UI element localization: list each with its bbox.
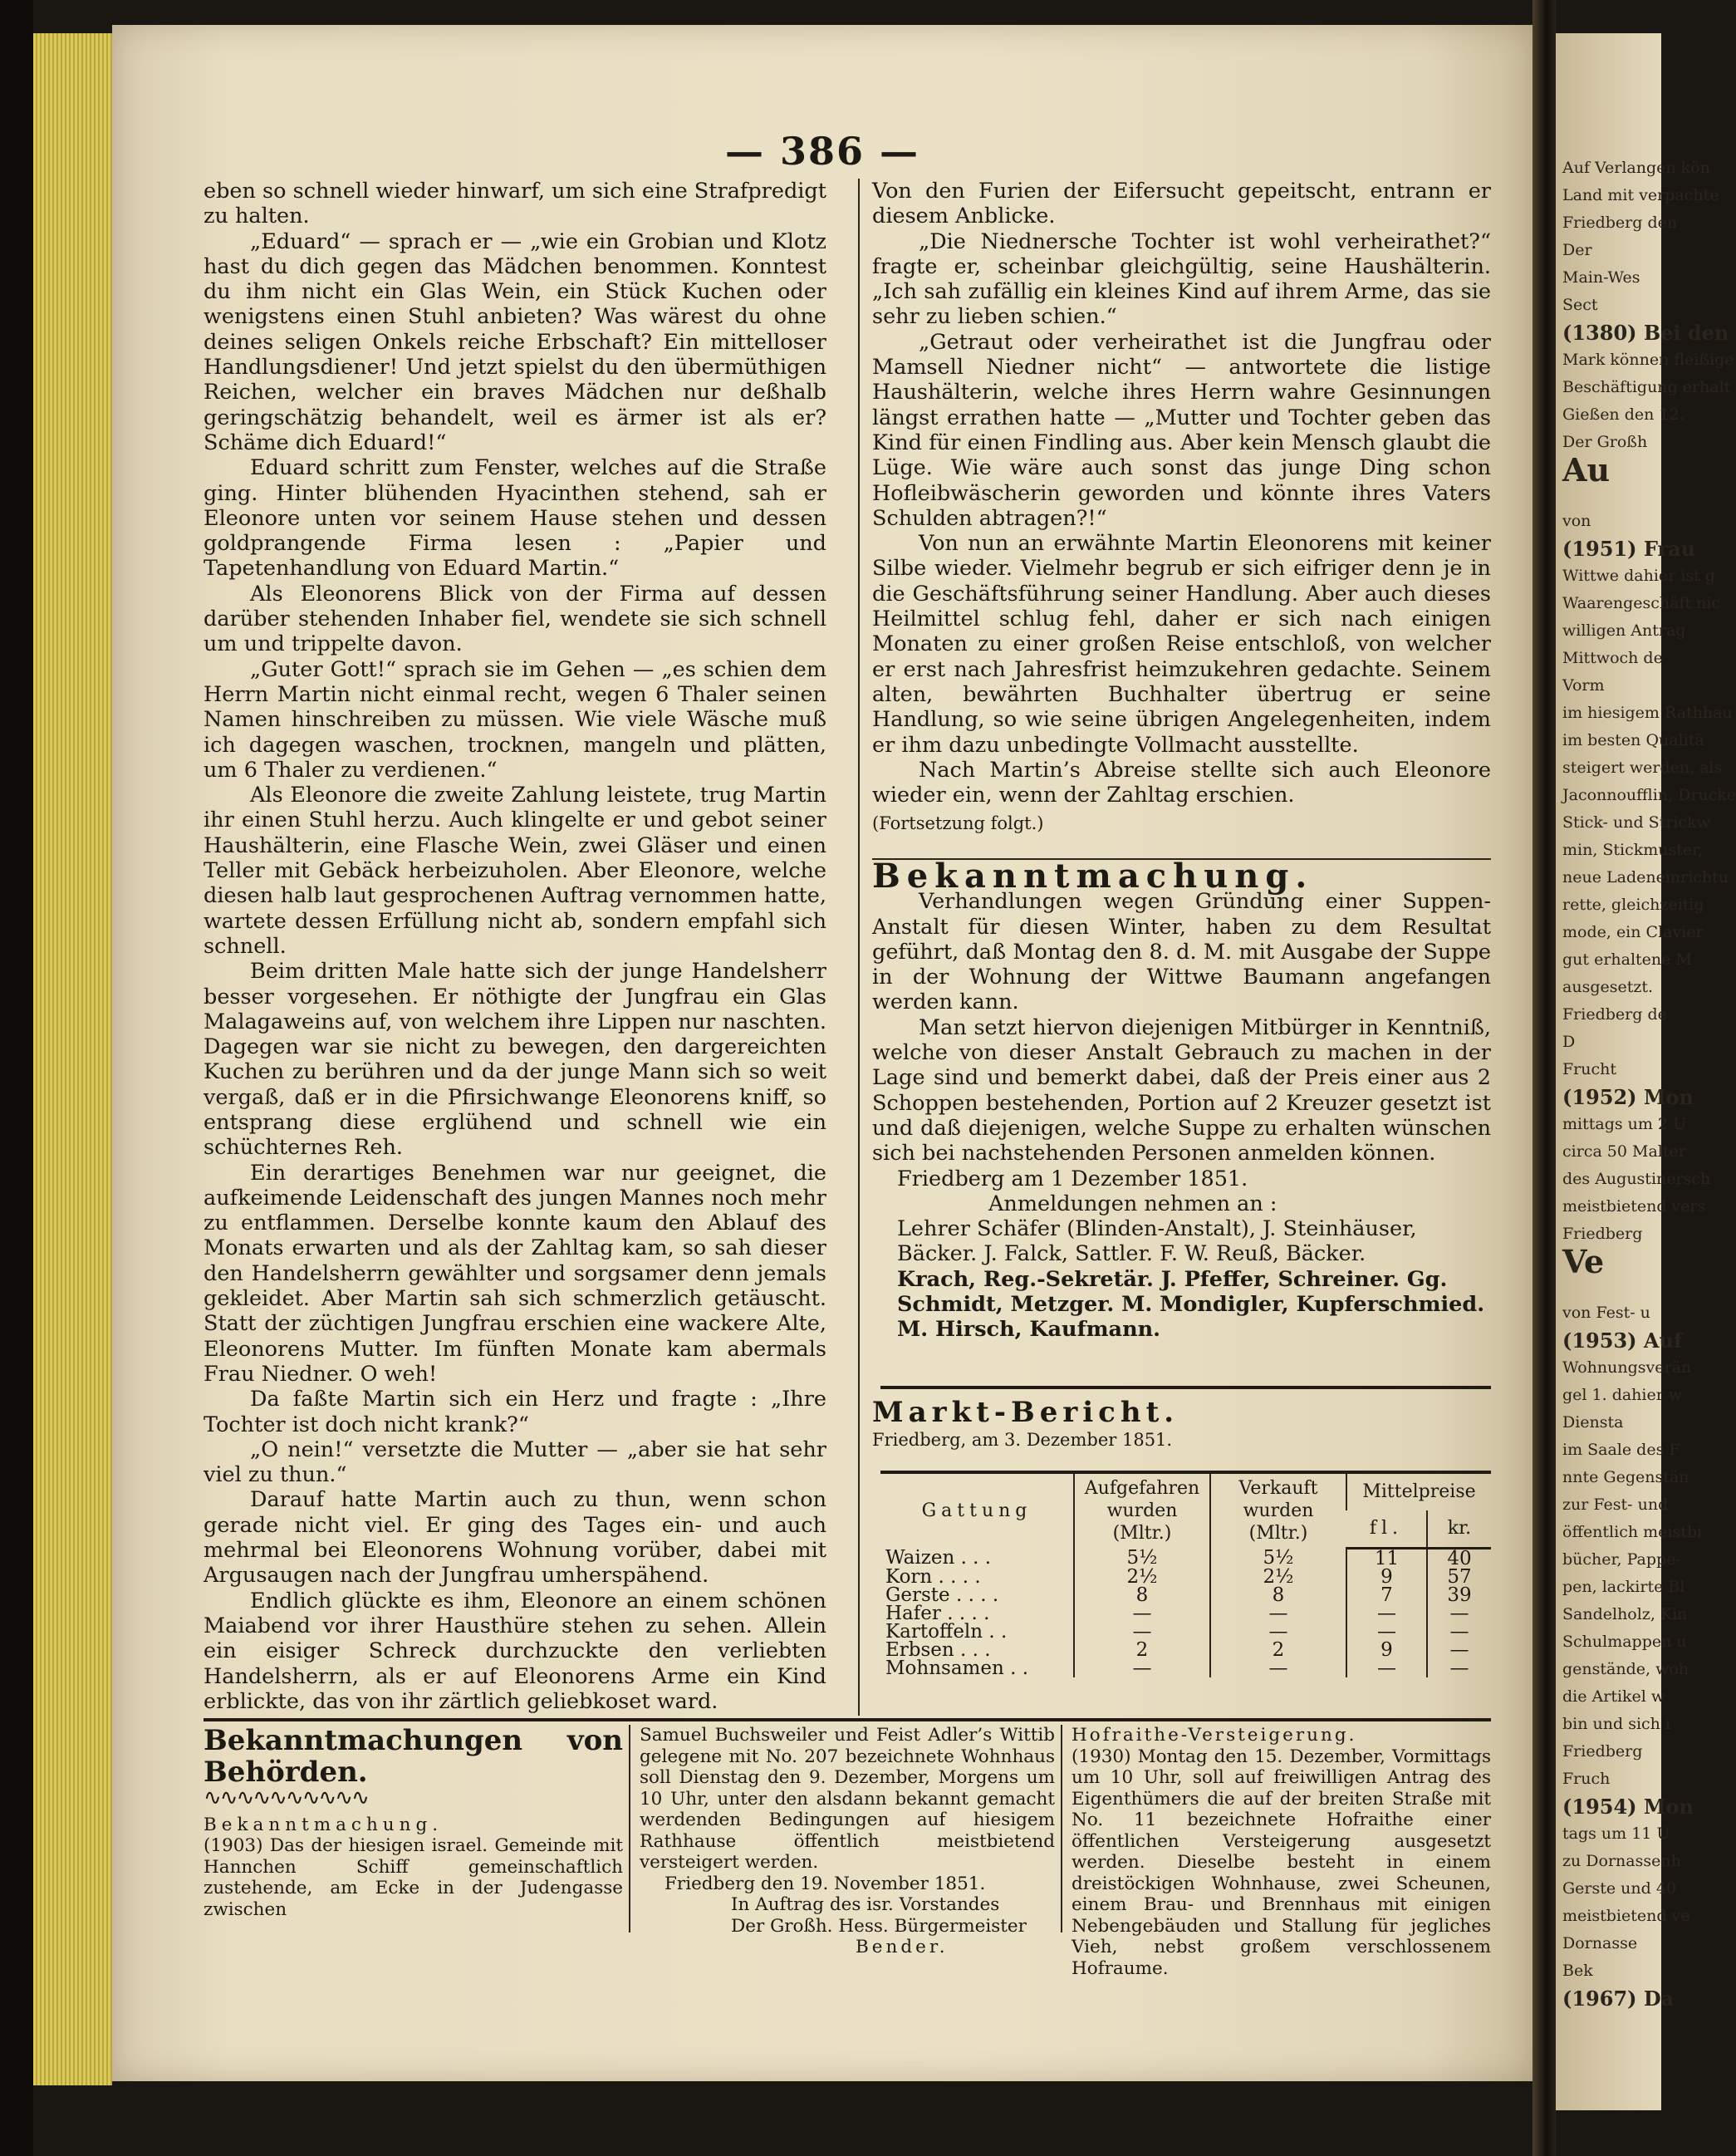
fragment-line: Der Großh — [1562, 433, 1648, 451]
notice-1903: (1903) Das der hiesigen israel. Gemeinde mit Hannchen Schiff gemeinschaftlich zustehende, am Ecke in der Judengasse zwischen — [204, 1835, 623, 1920]
fragment-line: Mark können fleißige — [1562, 351, 1734, 369]
fragment-line: Gerste und 40 — [1562, 1879, 1677, 1898]
cell-verk: — — [1210, 1659, 1346, 1677]
cell-verk: 5½ — [1210, 1548, 1346, 1568]
fragment-line: Main-Wes — [1562, 268, 1640, 287]
paragraph: Als Eleonore die zweite Zahlung leistete, trug Martin ihr einen Stuhl herzu. Auch klingelte er und gebot seiner Haushälterin, eine Flasche Wein, zwei Gläser und einen Teller mit Gebäck herbeizuholen. Aber Eleonore, welche diesen halb laut gesprochenen Auftrag vernommen hatte, wartete dessen Erfüllung nicht ab, sondern empfahl sich schnell. — [204, 783, 826, 959]
fragment-line: nnte Gegenstän — [1562, 1468, 1689, 1486]
right-story-column — [872, 179, 1491, 834]
fragment-line: (1380) Bei den — [1562, 321, 1729, 345]
bottom-middle-notice — [640, 1725, 1055, 1958]
cell-name: Gerste . . . . — [885, 1584, 999, 1606]
notice-title: Bekanntmachung. — [872, 857, 1314, 896]
header-mittelpreise: Mittelpreise — [1346, 1472, 1491, 1510]
notice-signature: In Auftrag des isr. Vorstandes — [731, 1894, 1000, 1915]
column-divider — [858, 179, 860, 1716]
paragraph: Beim dritten Male hatte sich der junge Handelsherr besser vorgesehen. Er nöthigte der Jungfrau ein Glas Malagaweins auf, von welchem ihre Lippen nur naschten. Dagegen war sie nicht zu bewegen, den dargereichten Kuchen zu berühren und da der junge Mann sich so weit vergaß, daß er in die Pfirsichwange Eleonorens kniff, so entsprang diese erglühend und schnell wie ein schüchternes Reh. — [204, 959, 826, 1161]
fragment-line: mode, ein Clavier — [1562, 923, 1704, 941]
table-row — [880, 1568, 1491, 1586]
cell-fl: 9 — [1346, 1568, 1427, 1586]
fragment-line: D — [1562, 1033, 1576, 1051]
fragment-line: zur Fest- und — [1562, 1495, 1669, 1514]
fragment-line: die Artikel w — [1562, 1687, 1665, 1706]
notice-names: Bäcker. J. Falck, Sattler. F. W. Reuß, Bäcker. — [897, 1241, 1366, 1267]
fragment-line: rette, gleichzeitig — [1562, 896, 1704, 914]
section-rule — [880, 1386, 1491, 1389]
cell-auf: 2 — [1074, 1641, 1210, 1659]
fragment-line: Friedberg — [1562, 1225, 1643, 1243]
fragment-line: Land mit verpachte — [1562, 186, 1719, 204]
cell-auf: 8 — [1074, 1586, 1210, 1604]
paragraph: Eduard schritt zum Fenster, welches auf die Straße ging. Hinter blühenden Hyacinthen stehend, sah er Eleonore unten vor seinem Hause stehen und dessen goldprangende Firma lesen : „Papier und Tapetenhandlung von Eduard Martin.“ — [204, 455, 826, 582]
cell-fl: 9 — [1346, 1641, 1427, 1659]
fragment-line: zu Dornassenh — [1562, 1852, 1681, 1870]
notice-date: Friedberg den 19. November 1851. — [664, 1873, 986, 1894]
paragraph: eben so schnell wieder hinwarf, um sich eine Strafpredigt zu halten. — [204, 179, 826, 229]
cell-name: Mohnsamen . . — [885, 1657, 1029, 1679]
paragraph: Als Eleonorens Blick von der Firma auf dessen darüber stehenden Inhaber fiel, wendete sie sich schnell um und trippelte davon. — [204, 581, 826, 657]
cell-auf: — — [1074, 1623, 1210, 1641]
fragment-line: öffentlich meistbi — [1562, 1523, 1703, 1541]
cell-kr: 40 — [1427, 1548, 1491, 1568]
header-gattung: Gattung — [880, 1472, 1074, 1548]
notice-intro: Anmeldungen nehmen an : — [988, 1191, 1277, 1216]
table-row — [880, 1548, 1491, 1568]
cell-auf: — — [1074, 1604, 1210, 1623]
table-row — [880, 1659, 1491, 1677]
fragment-line: Bek — [1562, 1962, 1593, 1980]
fragment-line: Jaconnoufflin, Drucke — [1562, 786, 1736, 804]
cell-fl: — — [1346, 1659, 1427, 1677]
adjacent-page-fragment — [1556, 33, 1736, 2110]
section-rule — [204, 1718, 1491, 1721]
page-number: — 386 — — [724, 129, 920, 174]
left-story-column — [204, 179, 826, 1714]
cell-kr: — — [1427, 1623, 1491, 1641]
fragment-line: Beschäftigung erhalt — [1562, 378, 1731, 396]
paragraph: Von den Furien der Eifersucht gepeitscht, entrann er diesem Anblicke. — [872, 179, 1491, 229]
paragraph: „Die Niednersche Tochter ist wohl verheirathet?“ fragte er, scheinbar gleichgültig, seine Haushälterin. „Ich sah zufällig ein kleines Kind auf ihrem Arme, das sie sehr zu lieben schien.“ — [872, 228, 1491, 330]
fragment-line: pen, lackirte Bl — [1562, 1578, 1685, 1596]
cell-name: Kartoffeln . . — [885, 1620, 1008, 1643]
notice-names: Schmidt, Metzger. M. Mondigler, Kupferschmied. — [897, 1292, 1485, 1318]
fragment-line: neue Ladeneinrichtu — [1562, 868, 1729, 886]
notice-names: Krach, Reg.-Sekretär. J. Pfeffer, Schreiner. Gg. — [897, 1266, 1448, 1292]
fragment-line: Sandelholz, Kin — [1562, 1605, 1688, 1623]
header-fl: fl. — [1346, 1510, 1427, 1548]
cell-verk: — — [1210, 1604, 1346, 1623]
fragment-line: tags um 11 U — [1562, 1824, 1670, 1843]
page-edges — [33, 33, 112, 2085]
fragment-line: (1953) Auf — [1562, 1328, 1683, 1353]
notice-title: Hofraithe-Versteigerung. — [1072, 1725, 1357, 1746]
notice-block — [872, 857, 1491, 1343]
header-aufgefahren: Aufgefahren wurden (Mltr.) — [1074, 1472, 1210, 1548]
fragment-line: Vorm — [1562, 676, 1605, 695]
continuation-note: (Fortsetzung folgt.) — [872, 813, 1044, 834]
fragment-line: meistbietend vers — [1562, 1197, 1706, 1216]
fragment-line: mittags um 2 U — [1562, 1115, 1687, 1133]
header-verkauft: Verkauft wurden (Mltr.) — [1210, 1472, 1346, 1548]
fragment-line: Ve — [1562, 1243, 1605, 1280]
ornament-divider: ∿∿∿∿∿∿∿∿∿∿ — [204, 1785, 368, 1810]
cell-kr: 57 — [1427, 1568, 1491, 1586]
sub-title: Bekanntmachung. — [204, 1814, 444, 1835]
cell-kr: 39 — [1427, 1586, 1491, 1604]
header-kr: kr. — [1427, 1510, 1491, 1548]
fragment-line: Friedberg den — [1562, 214, 1678, 232]
paragraph: „Getraut oder verheirathet ist die Jungfrau oder Mamsell Niedner nicht“ — antwortete die listige Haushälterin, welche ihres Herrn wahre Gesinnungen längst errathen hatte — „Mutter und Tochter geben das Kind für einen Findling aus. Aber kein Mensch glaubt die Lüge. Wie wäre auch sonst das junge Ding schon Hofleibwäscherin geworden und könnte ihres Vaters Schulden abtragen?!“ — [872, 329, 1491, 531]
cell-name: Erbsen . . . — [885, 1638, 991, 1661]
cell-fl: — — [1346, 1623, 1427, 1641]
fragment-line: bin und sich i — [1562, 1715, 1671, 1733]
fragment-line: im hiesigem Rathhau — [1562, 704, 1733, 722]
fragment-line: Mittwoch de — [1562, 649, 1663, 667]
cell-kr: — — [1427, 1641, 1491, 1659]
cell-name: Waizen . . . — [885, 1546, 992, 1569]
notice-date: Friedberg am 1 Dezember 1851. — [897, 1166, 1248, 1191]
fragment-line: gel 1. dahier w — [1562, 1386, 1683, 1404]
cell-name: Hafer . . . . — [885, 1602, 990, 1624]
fragment-line: Diensta — [1562, 1413, 1624, 1432]
bottom-left-notices — [204, 1725, 623, 1920]
paragraph: Darauf hatte Martin auch zu thun, wenn schon gerade nicht viel. Er ging des Tages ein- und auch mehrmal bei Eleonorens Wohnung vorüber, dabei mit Argusaugen nach der Jungfrau umherspähend. — [204, 1487, 826, 1589]
notice-text: Samuel Buchsweiler und Feist Adler’s Wittib gelegene mit No. 207 bezeichnete Wohnhaus soll Dienstag den 9. Dezember, Morgens um 10 Uhr, unter den alsdann bekannt gemacht werdenden Bedingungen auf hiesigem Rathhause öffentlich meistbietend versteigert werden. — [640, 1725, 1055, 1873]
paragraph: Nach Martin’s Abreise stellte sich auch Eleonore wieder ein, wenn der Zahltag erschien. — [872, 757, 1491, 808]
paragraph: „Eduard“ — sprach er — „wie ein Grobian und Klotz hast du dich gegen das Mädchen benommen. Konntest du ihm nicht ein Glas Wein, ein Stück Kuchen oder wenigstens einen Stuhl anbieten? Was wärest du ohne deines seligen Onkels reiche Erbschaft? Ein mittelloser Handlungsdiener! Und jetzt spielst du den übermüthigen Reichen, welcher ein braves Mädchen nur deßhalb geringschätzig behandelt, weil es ärmer ist als er? Schäme dich Eduard!“ — [204, 228, 826, 455]
fragment-line: Frucht — [1562, 1060, 1617, 1078]
fragment-line: Au — [1562, 451, 1611, 489]
table-row — [880, 1641, 1491, 1659]
notice-signature: Der Großh. Hess. Bürgermeister — [731, 1915, 1027, 1937]
fragment-line: circa 50 Malter — [1562, 1142, 1686, 1161]
fragment-line: Friedberg — [1562, 1742, 1643, 1761]
fragment-line: des Augustinersch — [1562, 1170, 1711, 1188]
fragment-line: min, Stickmuster, — [1562, 841, 1704, 859]
notice-names: M. Hirsch, Kaufmann. — [897, 1317, 1161, 1343]
book-gutter — [1532, 0, 1556, 2156]
fragment-line: steigert werden, als — [1562, 759, 1723, 777]
notice-names: Lehrer Schäfer (Blinden-Anstalt), J. Steinhäuser, — [897, 1216, 1417, 1242]
cell-fl: 11 — [1346, 1548, 1427, 1568]
table-row — [880, 1623, 1491, 1641]
fragment-line: im Saale des F — [1562, 1441, 1680, 1459]
paragraph: Da faßte Martin sich ein Herz und fragte : „Ihre Tochter ist doch nicht krank?“ — [204, 1387, 826, 1437]
fragment-line: Wittwe dahier ist g — [1562, 567, 1715, 585]
cell-kr: — — [1427, 1604, 1491, 1623]
fragment-line: Wohnungsverän — [1562, 1358, 1692, 1377]
cell-verk: 8 — [1210, 1586, 1346, 1604]
cell-name: Korn . . . . — [885, 1565, 981, 1588]
fragment-line: von — [1562, 512, 1591, 530]
fragment-line: meistbietend ve — [1562, 1907, 1690, 1925]
fragment-line: gut erhaltene M — [1562, 950, 1692, 969]
table-row — [880, 1604, 1491, 1623]
fragment-line: ausgesetzt. — [1562, 978, 1654, 996]
fragment-line: Sect — [1562, 296, 1598, 314]
fragment-line: bücher, Pappe- — [1562, 1550, 1681, 1569]
notice-paragraph: Verhandlungen wegen Gründung einer Suppen-Anstalt für diesen Winter, haben zu dem Resultat geführt, daß Montag den 8. d. M. mit Ausgabe der Suppe in der Wohnung der Wittwe Baumann angefangen werden kann. — [872, 889, 1491, 1015]
fragment-line: (1967) Da — [1562, 1987, 1675, 2011]
fragment-line: Dornasse — [1562, 1934, 1638, 1952]
cell-auf: 5½ — [1074, 1548, 1210, 1568]
paragraph: Von nun an erwähnte Martin Eleonorens mit keiner Silbe wieder. Vielmehr begrub er sich eifriger denn je in die Geschäftsführung seiner Handlung. Aber auch dieses Heilmittel schlug fehl, daher er sich nach einigen Monaten zu einer großen Reise entschloß, von welcher er erst nach Jahresfrist heimzukehren gedachte. Seinem alten, bewährten Buchhalter übertrug er seine Handlung, so wie seine übrigen Angelegenheiten, indem er ihm dazu unbedingte Vollmacht ausstellte. — [872, 531, 1491, 758]
market-title: Markt-Bericht. — [872, 1396, 1179, 1429]
market-subtitle: Friedberg, am 3. Dezember 1851. — [872, 1430, 1173, 1450]
fragment-line: (1952) Mon — [1562, 1085, 1694, 1109]
fragment-line: von Fest- u — [1562, 1304, 1650, 1322]
market-report-header — [872, 1396, 1491, 1451]
authority-header: Bekanntmachungen von Behörden. — [204, 1724, 623, 1789]
cell-verk: 2½ — [1210, 1568, 1346, 1586]
fragment-line: im besten Qualitä — [1562, 731, 1704, 749]
table-row — [880, 1586, 1491, 1604]
fragment-line: Schulmappen u — [1562, 1633, 1687, 1651]
fragment-line: Gießen den 12. — [1562, 405, 1685, 424]
fragment-line: genstände, woh — [1562, 1660, 1689, 1678]
paragraph: „O nein!“ versetzte die Mutter — „aber sie hat sehr viel zu thun.“ — [204, 1437, 826, 1488]
column-divider — [629, 1725, 630, 1933]
fragment-line: Waarengeschäft nic — [1562, 594, 1721, 612]
cell-verk: 2 — [1210, 1641, 1346, 1659]
fragment-line: willigen Antrag — [1562, 621, 1686, 640]
cell-auf: — — [1074, 1659, 1210, 1677]
fragment-line: Friedberg de — [1562, 1005, 1667, 1024]
fragment-line: Der — [1562, 241, 1592, 259]
paragraph: „Guter Gott!“ sprach sie im Gehen — „es schien dem Herrn Martin nicht einmal recht, wegen 6 Thaler seinen Namen hinschreiben zu müssen. Wie viele Wäsche muß ich dagegen waschen, trocknen, mangeln und plätten, um 6 Thaler zu verdienen.“ — [204, 656, 826, 783]
column-divider — [1061, 1725, 1062, 1933]
cell-kr: — — [1427, 1659, 1491, 1677]
cell-fl: — — [1346, 1604, 1427, 1623]
cell-auf: 2½ — [1074, 1568, 1210, 1586]
notice-text: (1930) Montag den 15. Dezember, Vormittags um 10 Uhr, soll auf freiwilligen Antrag des Eigenthümers die auf der breiten Straße mit No. 11 bezeichnete Hofraithe einer öffentlichen Versteigerung ausgesetzt werden. Dieselbe besteht in einem dreistöckigen Wohnhause, zwei Scheunen, einem Brau- und Brennhaus mit einigen Nebengebäuden und Stallung für jegliches Vieh, nebst großem verschlossenem Hofraume. — [1072, 1746, 1491, 1979]
paragraph: Ein derartiges Benehmen war nur geeignet, die aufkeimende Leidenschaft des jungen Mannes noch mehr zu entflammen. Derselbe konnte kaum den Ablauf des Monats erwarten und als der Zahltag kam, so sah dieser den Handelsherrn gewählter und sorgsamer denn jemals gekleidet. Aber Martin sah sich schmerzlich getäuscht. Statt der züchtigen Jungfrau erschien eine wackere Alte, Eleonorens Mutter. Im fünften Monate kam abermals Frau Niedner. O weh! — [204, 1160, 826, 1387]
fragment-line: Fruch — [1562, 1770, 1611, 1788]
fragment-line: (1954) Mon — [1562, 1795, 1694, 1819]
book-spine — [0, 0, 33, 2156]
fragment-line: Stick- und Strickw — [1562, 813, 1710, 832]
market-table — [880, 1471, 1491, 1677]
fragment-line: (1951) Frau — [1562, 537, 1696, 561]
cell-fl: 7 — [1346, 1586, 1427, 1604]
cell-verk: — — [1210, 1623, 1346, 1641]
paragraph: Endlich glückte es ihm, Eleonore an einem schönen Maiabend vor ihrer Hausthüre stehen zu sehen. Allein ein eisiger Schreck durchzuckte den verliebten Handelsherrn, als er auf Eleonorens Arme ein Kind erblickte, das von ihr zärtlich geliebkoset ward. — [204, 1588, 826, 1714]
notice-paragraph: Man setzt hiervon diejenigen Mitbürger in Kenntniß, welche von dieser Anstalt Gebrauch zu machen in der Lage sind und bemerkt dabei, daß der Preis einer aus 2 Schoppen bestehenden, Portion auf 2 Kreuzer gesetzt ist und daß diejenigen, welche Suppe zu erhalten wünschen sich bei nachstehenden Personen anmelden können. — [872, 1014, 1491, 1166]
bottom-right-notice — [1072, 1725, 1491, 1979]
fragment-line: Auf Verlangen kön — [1562, 159, 1710, 177]
notice-signature: Bender. — [856, 1937, 949, 1957]
